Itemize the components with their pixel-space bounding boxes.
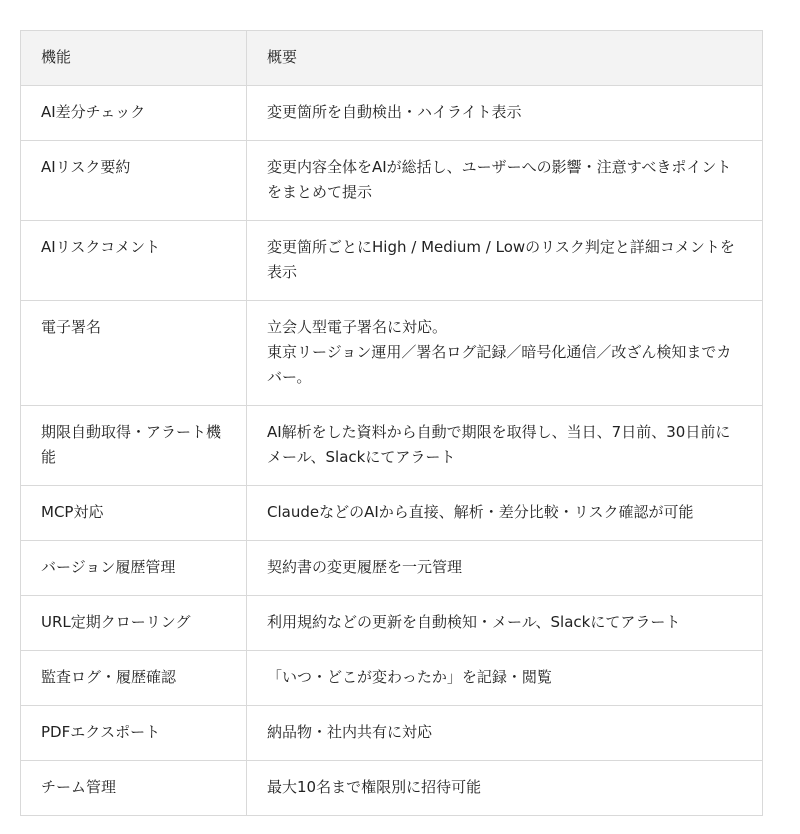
feature-name: MCP対応 — [21, 486, 247, 541]
feature-description — [247, 486, 763, 541]
description-line: 東京リージョン運用／署名ログ記録／暗号化通信／改ざん検知までカバー。 — [267, 343, 732, 386]
feature-description — [247, 541, 763, 596]
feature-description — [247, 221, 763, 301]
feature-name: 電子署名 — [21, 301, 247, 406]
description-line: 変更箇所ごとにHigh / Medium / Lowのリスク判定と詳細コメントを表示 — [267, 238, 735, 281]
table-row — [21, 221, 763, 301]
table-row — [21, 706, 763, 761]
description-line: AI解析をした資料から自動で期限を取得し、当日、7日前、30日前にメール、Slackにてアラート — [267, 423, 731, 466]
header-description: 概要 — [247, 31, 763, 86]
feature-description — [247, 706, 763, 761]
table-row — [21, 301, 763, 406]
feature-name: 期限自動取得・アラート機能 — [21, 406, 247, 486]
feature-table — [20, 30, 763, 816]
description-line: 契約書の変更履歴を一元管理 — [267, 558, 463, 576]
feature-name: AIリスク要約 — [21, 141, 247, 221]
table-row — [21, 596, 763, 651]
feature-name: AI差分チェック — [21, 86, 247, 141]
table-row — [21, 86, 763, 141]
header-feature: 機能 — [21, 31, 247, 86]
table-row — [21, 761, 763, 816]
description-line: ClaudeなどのAIから直接、解析・差分比較・リスク確認が可能 — [267, 503, 694, 521]
feature-description — [247, 141, 763, 221]
feature-description — [247, 406, 763, 486]
description-line: 立会人型電子署名に対応。 — [267, 318, 448, 336]
description-line: 変更箇所を自動検出・ハイライト表示 — [267, 103, 522, 121]
feature-description — [247, 651, 763, 706]
table-row — [21, 486, 763, 541]
description-line: 納品物・社内共有に対応 — [267, 723, 433, 741]
description-line: 「いつ・どこが変わったか」を記録・閲覧 — [267, 668, 552, 686]
feature-name: URL定期クローリング — [21, 596, 247, 651]
feature-name: AIリスクコメント — [21, 221, 247, 301]
feature-description — [247, 86, 763, 141]
table-row — [21, 541, 763, 596]
description-line: 利用規約などの更新を自動検知・メール、Slackにてアラート — [267, 613, 681, 631]
feature-description — [247, 301, 763, 406]
feature-name: チーム管理 — [21, 761, 247, 816]
description-line: 最大10名まで権限別に招待可能 — [267, 778, 482, 796]
feature-name: 監査ログ・履歴確認 — [21, 651, 247, 706]
description-line: 変更内容全体をAIが総括し、ユーザーへの影響・注意すべきポイントをまとめて提示 — [267, 158, 732, 201]
table-header-row — [21, 31, 763, 86]
table-row — [21, 141, 763, 221]
feature-description — [247, 761, 763, 816]
feature-table-container — [20, 30, 762, 816]
feature-description — [247, 596, 763, 651]
feature-name: PDFエクスポート — [21, 706, 247, 761]
table-row — [21, 406, 763, 486]
table-row — [21, 651, 763, 706]
feature-name: バージョン履歴管理 — [21, 541, 247, 596]
